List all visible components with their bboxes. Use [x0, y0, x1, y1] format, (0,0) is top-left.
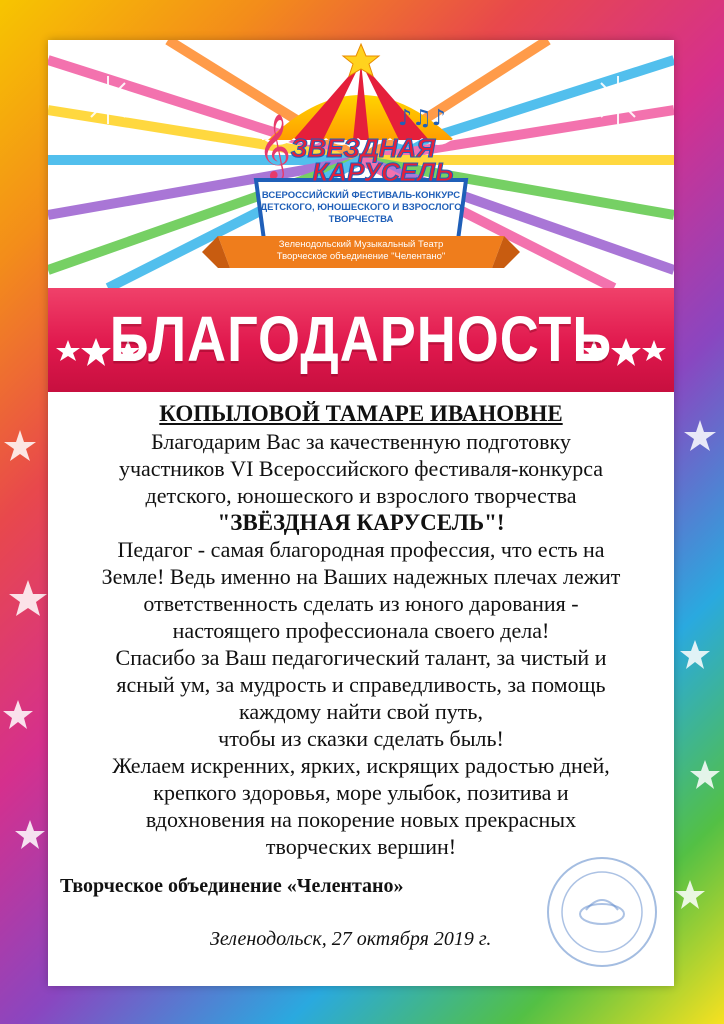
logo-subtitle-line3: ТВОРЧЕСТВА: [328, 214, 394, 225]
letter-line: детского, юношеского и взрослого творчества: [145, 483, 577, 508]
recipient-name: КОПЫЛОВОЙ ТАМАРЕ ИВАНОВНЕ: [159, 401, 563, 426]
letter-line: чтобы из сказки сделать быль!: [218, 726, 504, 751]
logo-organizer-line1: Зеленодольский Музыкальный Театр: [278, 239, 444, 250]
treble-clef-icon: 𝄞: [258, 114, 292, 179]
letter-line: Желаем искренних, ярких, искрящих радостью дней,: [112, 753, 610, 778]
certificate-title: БЛАГОДАРНОСТЬ: [109, 304, 613, 376]
letter-paragraph-a: [48, 428, 674, 509]
letter-line: каждому найти свой путь,: [239, 699, 483, 724]
title-ribbon: [48, 288, 674, 392]
letter-line: ответственность сделать из юного дарования -: [143, 591, 579, 616]
letter-line: ясный ум, за мудрость и справедливость, за помощь: [116, 672, 606, 697]
letter-line: вдохновения на покорение новых прекрасных: [145, 807, 577, 832]
logo-title: [253, 133, 473, 187]
letter-line: Благодарим Вас за качественную подготовку: [151, 429, 571, 454]
letter-line: Педагог - самая благородная профессия, что есть на: [117, 537, 605, 562]
signature-date: Зеленодольск, 27 октября 2019 г.: [210, 928, 492, 950]
letter-line: настоящего профессионала своего дела!: [172, 618, 550, 643]
logo-organizer: [228, 239, 494, 263]
signature-org: Творческое объединение «Челентано»: [60, 875, 404, 897]
letter-line: крепкого здоровья, море улыбок, позитива и: [153, 780, 569, 805]
logo-subtitle-line1: ВСЕРОССИЙСКИЙ ФЕСТИВАЛЬ-КОНКУРС: [261, 190, 461, 201]
letter-line: Земле! Ведь именно на Ваших надежных плечах лежит: [101, 564, 621, 589]
logo-subtitle-line2: ДЕТСКОГО, ЮНОШЕСКОГО И ВЗРОСЛОГО: [260, 202, 462, 213]
logo-organizer-line2: Творческое объединение "Челентано": [276, 251, 446, 262]
music-notes-icon: ♪♫♪: [398, 106, 446, 131]
letter-line: Спасибо за Ваш педагогический талант, за чистый и: [115, 645, 607, 670]
logo-title-line2: КАРУСЕЛЬ: [312, 157, 454, 187]
organization-stamp: [542, 852, 662, 972]
logo-subtitle: [258, 190, 464, 226]
certificate-sheet: [48, 40, 674, 986]
festival-name: "ЗВЁЗДНАЯ КАРУСЕЛЬ"!: [217, 510, 505, 535]
letter-body: [48, 400, 674, 860]
letter-line: творческих вершин!: [265, 834, 457, 859]
logo-title-line1: ЗВЕЗДНАЯ: [290, 133, 436, 163]
letter-paragraph-b: [48, 536, 674, 860]
letter-line: участников VI Всероссийского фестиваля-конкурса: [118, 456, 604, 481]
festival-banner: [48, 40, 674, 288]
